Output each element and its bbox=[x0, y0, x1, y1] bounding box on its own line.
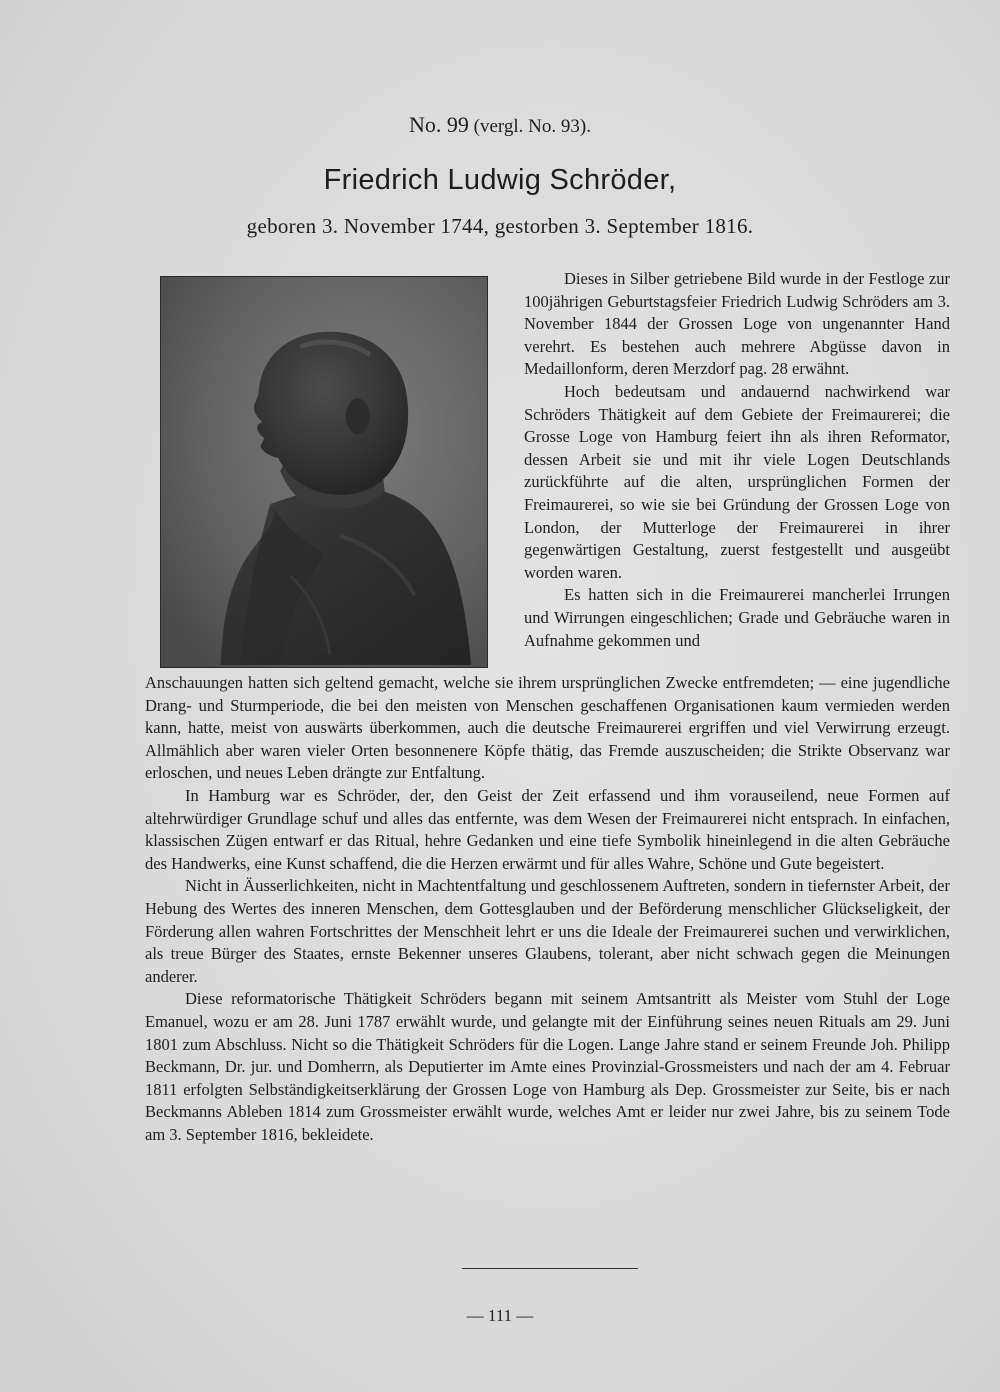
side-text-column bbox=[524, 268, 950, 652]
body-paragraph-2: In Hamburg war es Schröder, der, den Geist der Zeit erfassend und ihm vorauseilend, neue Formen auf altehrwürdiger Grundlage schuf und alles das entfernte, was dem Wesen der Freimaurerei nicht entsprach. In einfachen, klassischen Zügen entwarf er das Ritual, hehre Gedanken und eine tiefe Symbolik hineinlegend in die alten Gebräuche des Handwerks, eine Kunst schaffend, die die Herzen erwärmt und für alles Wahre, Schöne und Gute begeistert. bbox=[145, 785, 950, 873]
body-text bbox=[145, 672, 950, 1146]
page-number: — 111 — bbox=[466, 1306, 534, 1325]
side-paragraph-3: Es hatten sich in die Freimaurerei mancherlei Irrungen und Wirrungen eingeschlichen; Grade und Gebräuche waren in Aufnahme gekommen und bbox=[524, 585, 950, 650]
body-paragraph-1: Anschauungen hatten sich geltend gemacht, welche sie ihrem ursprünglichen Zwecke entfremdeten; — eine jugendliche Drang- und Sturmperiode, die bei den meisten von Menschen geschaffenen Organisationen kaum vermieden werden kann, hatte, meist von auswärts überkommen, auch die deutsche Freimaurerei ergriffen und viel Verwirrung erzeugt. Allmählich aber waren vieler Orten besonnenere Köpfe thätig, das Fremde auszuscheiden; die Strikte Observanz war erloschen, und neues Leben drängte zur Entfaltung. bbox=[145, 673, 950, 783]
entry-number-label: No. 99 bbox=[409, 112, 469, 137]
portrait-image bbox=[160, 276, 488, 668]
body-paragraph-3: Nicht in Äusserlichkeiten, nicht in Machtentfaltung und geschlossenem Auftreten, sondern in tiefernster Arbeit, der Hebung des Wertes des inneren Menschen, dem Gottesglauben und der Beförderung menschlicher Glückseligkeit, der Förderung allen wahren Fortschrittes der Menschheit lehrt er uns die Ideale der Freimaurerei suchen und verwirklichen, als treue Bürger des Staates, ernste Bekenner unseres Glaubens, tolerant, aber nicht schwach gegen die Meinungen anderer. bbox=[145, 876, 950, 986]
side-paragraph-2: Hoch bedeutsam und andauernd nachwirkend war Schröders Thätigkeit auf dem Gebiete der Freimaurerei; die Grosse Loge von Hamburg feiert ihn als ihren Reformator, dessen Arbeit sie und mit ihr viele Logen Deutschlands zurückführte auf die alten, ursprünglichen Formen der Freimaurerei, so wie sie bei Gründung der Grossen Loge von London, der Mutterloge der Freimaurerei in ihrer gegenwärtigen Gestaltung, zuerst festgestellt und ausgeübt worden waren. bbox=[524, 381, 950, 582]
entry-reference: (vergl. No. 93). bbox=[473, 116, 591, 137]
page-title: Friedrich Ludwig Schröder, bbox=[323, 164, 677, 196]
footer-divider bbox=[462, 1268, 638, 1269]
life-dates: geboren 3. November 1744, gestorben 3. September 1816. bbox=[246, 214, 754, 238]
body-paragraph-4: Diese reformatorische Thätigkeit Schröders begann mit seinem Amtsantritt als Meister vom Stuhl der Loge Emanuel, wozu er am 28. Juni 1787 erwählt wurde, und gelangte mit der Einführung seines neuen Rituals am 29. Juni 1801 zum Abschluss. Nicht so die Thätigkeit Schröders für die Logen. Lange Jahre stand er seinem Freunde Joh. Philipp Beckmann, Dr. jur. und Domherrn, als Deputierter im Amte eines Provinzial-Grossmeisters und nach der am 4. Februar 1811 erfolgten Selbständigkeitserklärung der Grossen Loge von Hamburg als Dep. Grossmeister zur Seite, bis er nach Beckmanns Ableben 1814 zum Grossmeister erwählt wurde, welches Amt er leider nur zwei Jahre, bis zu seinem Tode am 3. September 1816, bekleidete. bbox=[145, 989, 950, 1144]
side-paragraph-1: Dieses in Silber getriebene Bild wurde in der Festloge zur 100jährigen Geburtstagsfeier Friedrich Ludwig Schröders am 3. November 1844 der Grossen Loge von ungenannter Hand verehrt. Es bestehen auch mehrere Abgüsse davon in Medaillonform, deren Merzdorf pag. 28 erwähnt. bbox=[524, 269, 950, 379]
entry-number bbox=[0, 112, 1000, 138]
profile-portrait-relief-icon bbox=[161, 277, 487, 667]
